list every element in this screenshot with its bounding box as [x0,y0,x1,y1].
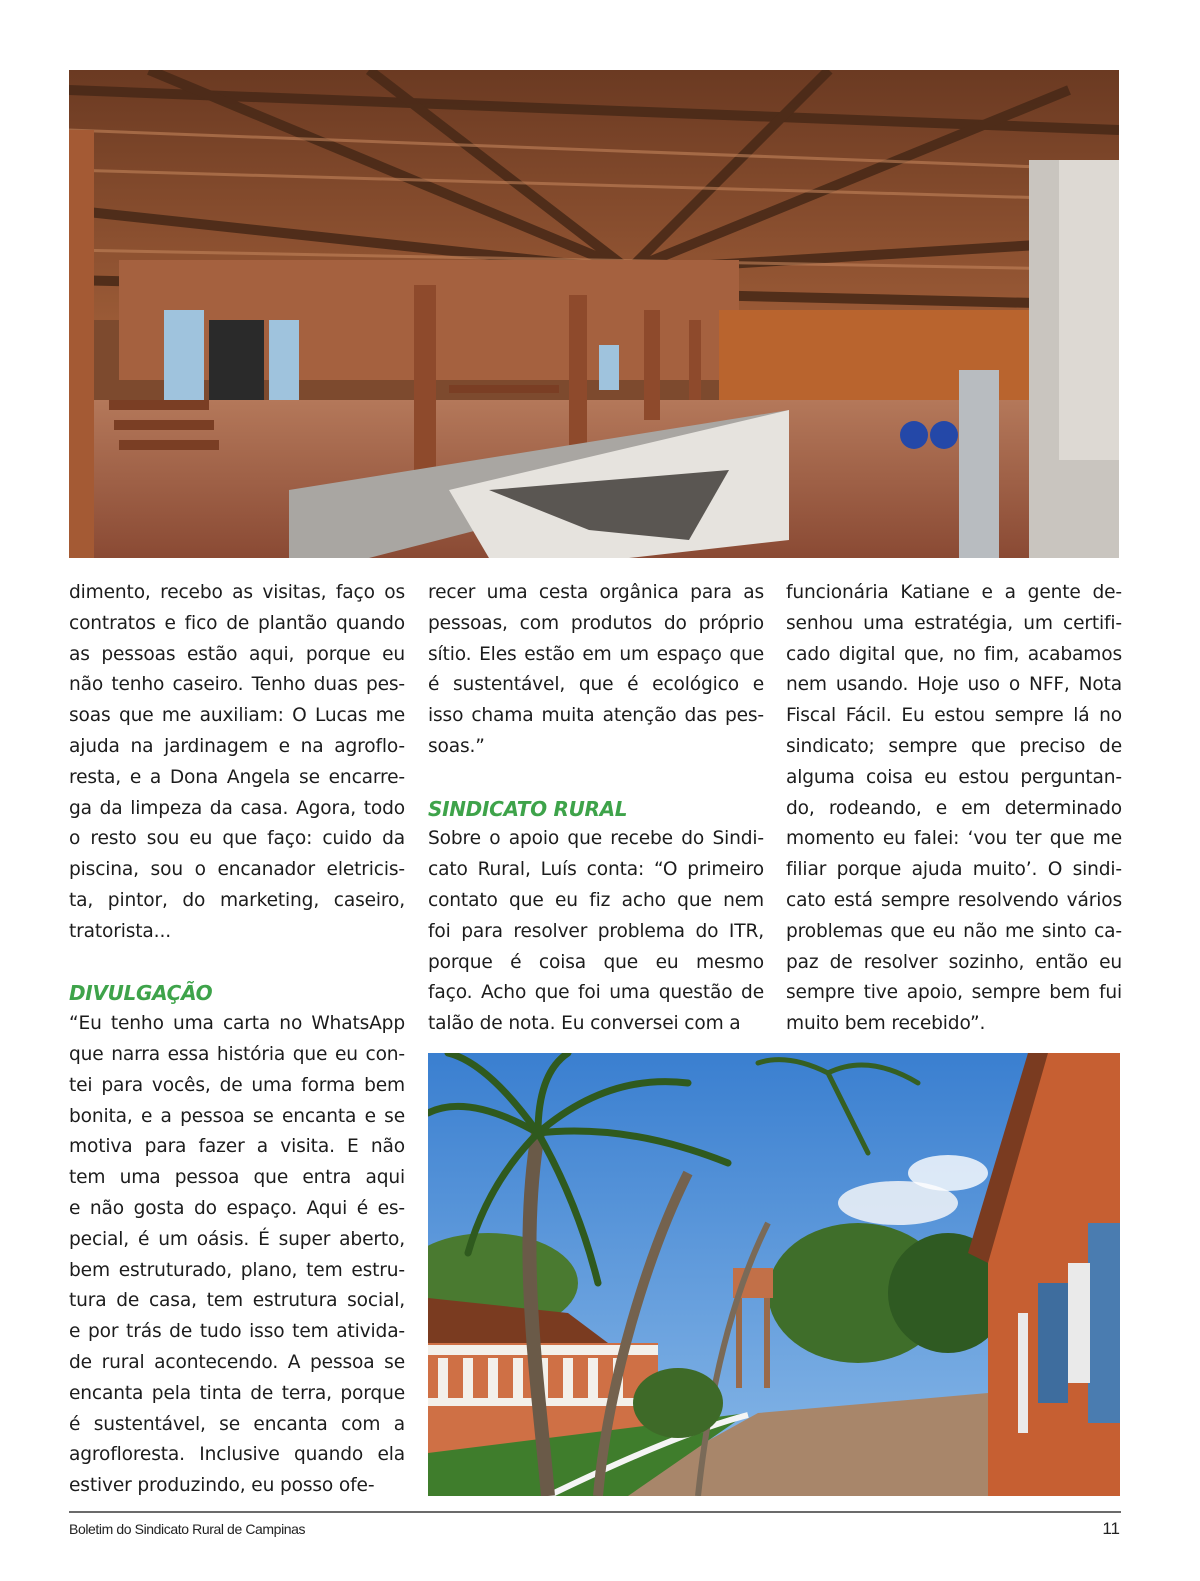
paragraph [69,578,405,948]
text-line: do, rodeando, e em determinado [786,797,1122,819]
text-line: sempre tive apoio, sempre bem fui [786,982,1122,1004]
text-line: foi para resolver problema do ITR, [428,920,764,942]
text-line: resta, e a Dona Angela se encarre- [69,766,405,788]
article-column-2 [428,578,764,1040]
footer-publication-title: Boletim do Sindicato Rural de Campinas [69,1521,306,1537]
courtyard-illustration [428,1053,1120,1496]
text-line: estiver produzindo, eu posso ofe- [69,1475,375,1497]
text-line: é sustentável, se encanta com a [69,1413,405,1435]
paragraph [69,1009,405,1502]
paragraph [428,578,764,763]
text-line: “Eu tenho uma carta no WhatsApp [69,1013,405,1035]
pavilion-illustration [69,70,1119,558]
text-line: bem estruturado, plano, tem estru- [69,1259,405,1281]
text-line: recer uma cesta orgânica para as [428,582,764,603]
text-line: que narra essa história que eu con- [69,1043,405,1065]
text-line: senhou uma estratégia, um certifi- [786,612,1122,634]
photo-courtyard [428,1053,1120,1496]
text-line: ta, pintor, do marketing, caseiro, [69,889,405,911]
text-line: muito bem recebido”. [786,1013,986,1035]
text-line: Sobre o apoio que recebe do Sindi- [428,828,764,850]
text-line: alguma coisa eu estou perguntan- [786,766,1122,788]
text-line: não tenho caseiro. Tenho duas pes- [69,674,405,696]
paragraph [428,824,764,1040]
text-line: nem usando. Hoje uso o NFF, Nota [786,674,1122,696]
text-line: dimento, recebo as visitas, faço os [69,582,405,603]
article-column-1 [69,578,405,1502]
text-line: contato que eu fiz acho que nem [428,889,764,911]
paragraph [786,578,1122,1040]
section-spacer [69,948,405,979]
text-line: piscina, sou o encanador eletricis- [69,859,405,881]
text-line: soas que me auxiliam: O Lucas me [69,705,405,727]
text-line: tem uma pessoa que entra aqui [69,1167,405,1189]
text-line: e não gosta do espaço. Aqui é es- [69,1197,405,1219]
text-line: soas.” [428,735,485,757]
text-line: de rural acontecendo. A pessoa se [69,1351,405,1373]
text-line: e por trás de tudo isso tem ativida- [69,1321,405,1343]
text-line: agrofloresta. Inclusive quando ela [69,1444,405,1466]
article-column-3 [786,578,1122,1040]
section-spacer [428,763,764,794]
text-line: sítio. Eles estão em um espaço que [428,643,764,665]
text-line: ga da limpeza da casa. Agora, todo [69,797,405,819]
text-line: pecial, é um oásis. É super aberto, [69,1228,405,1250]
text-line: tei para vocês, de uma forma bem [69,1074,405,1096]
footer-page-number: 11 [1102,1519,1120,1538]
text-line: porque é coisa que eu mesmo [428,951,764,973]
text-line: as pessoas estão aqui, porque eu [69,643,405,665]
section-heading: DIVULGAÇÃO [69,981,213,1006]
text-line: pessoas, com produtos do próprio [428,612,764,634]
text-line: o resto sou eu que faço: cuido da [69,828,405,850]
text-line: sindicato; sempre que preciso de [786,735,1122,757]
text-line: cado digital que, no fim, acabamos [786,643,1122,665]
text-line: momento eu falei: ‘vou ter que me [786,828,1122,850]
text-line: faço. Acho que foi uma questão de [428,982,764,1004]
text-line: contratos e fico de plantão quando [69,612,405,634]
text-line: motiva para fazer a visita. E não [69,1136,405,1158]
text-line: talão de nota. Eu conversei com a [428,1013,741,1035]
text-line: problemas que eu não me sinto ca- [786,920,1122,942]
text-line: tura de casa, tem estrutura social, [69,1290,405,1312]
section-heading: SINDICATO RURAL [428,796,628,821]
text-line: tratorista... [69,920,171,942]
text-line: cato Rural, Luís conta: “O primeiro [428,859,764,881]
text-line: é sustentável, que é ecológico e [428,674,764,696]
text-line: funcionária Katiane e a gente de- [786,582,1122,603]
text-line: Fiscal Fácil. Eu estou sempre lá no [786,705,1122,727]
text-line: encanta pela tinta de terra, porque [69,1382,405,1404]
text-line: isso chama muita atenção das pes- [428,705,764,727]
text-line: paz de resolver sozinho, então eu [786,951,1122,973]
text-line: ajuda na jardinagem e na agroflo- [69,735,405,757]
photo-pavilion [69,70,1119,558]
text-line: cato está sempre resolvendo vários [786,889,1122,911]
text-line: filiar porque ajuda muito’. O sindi- [786,859,1122,881]
footer-divider [69,1511,1121,1513]
text-line: bonita, e a pessoa se encanta e se [69,1105,405,1127]
